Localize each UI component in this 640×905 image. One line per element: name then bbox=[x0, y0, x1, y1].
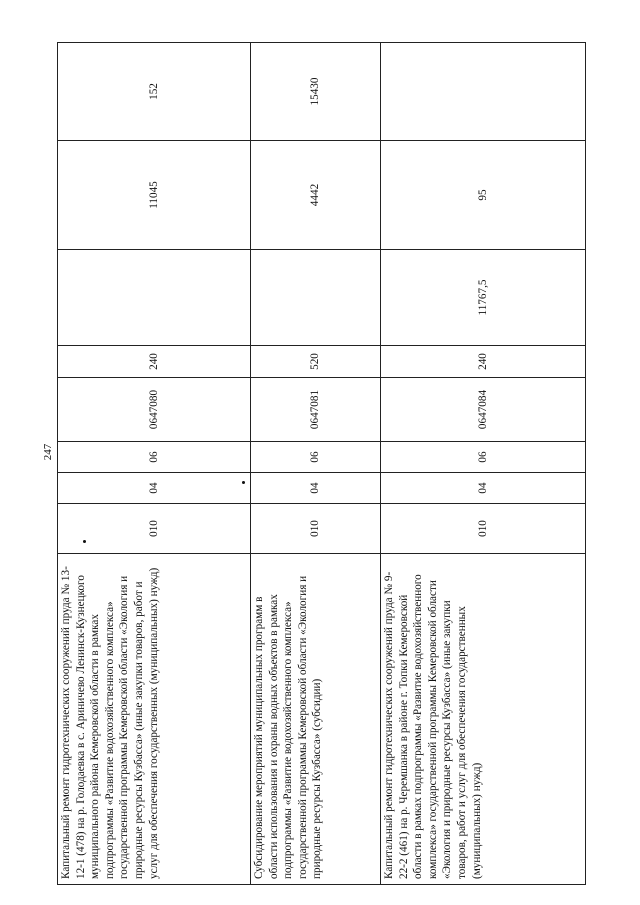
subsection-code: 06 bbox=[58, 442, 251, 473]
ministry-code: 010 bbox=[251, 504, 381, 554]
table-row bbox=[381, 43, 586, 885]
section-code: 04 bbox=[58, 473, 251, 504]
subsection-code: 06 bbox=[381, 442, 586, 473]
amount-col-3 bbox=[381, 43, 586, 141]
expense-type-code: 240 bbox=[58, 346, 251, 378]
expense-type-code: 240 bbox=[381, 346, 586, 378]
rotated-table-wrapper bbox=[57, 43, 585, 885]
table-row bbox=[251, 43, 381, 885]
ministry-code: 010 bbox=[58, 504, 251, 554]
row-description: Капитальный ремонт гидротехнических сооружений пруда № 9-22-2 (461) на р. Черемшанка в районе г. Топки Кемеровской области в рамках подпрограммы «Развитие водохозяйственного комплекса» государственной программы Кемеровской области «Экология и природные ресурсы Кузбасса» (иные закупки товаров, работ и услуг для обеспечения государственных (муниципальных) нужд) bbox=[381, 554, 586, 885]
table-row bbox=[58, 43, 251, 885]
row-description: Субсидирование мероприятий муниципальных программ в области использования и охраны водных объектов в рамках подпрограммы «Развитие водохозяйственного комплекса» государственной программы Кемеровской области «Экология и природные ресурсы Кузбасса» (субсидии) bbox=[251, 554, 381, 885]
amount-col-3: 152 bbox=[58, 43, 251, 141]
amount-col-2: 11045 bbox=[58, 141, 251, 250]
subsection-code: 06 bbox=[251, 442, 381, 473]
page-number: 247 bbox=[42, 443, 54, 461]
amount-col-1: 11767,5 bbox=[381, 250, 586, 346]
amount-col-1 bbox=[251, 250, 381, 346]
section-code: 04 bbox=[251, 473, 381, 504]
target-article-code: 0647081 bbox=[251, 378, 381, 442]
amount-col-2: 4442 bbox=[251, 141, 381, 250]
target-article-code: 0647084 bbox=[381, 378, 586, 442]
expense-type-code: 520 bbox=[251, 346, 381, 378]
section-code: 04 bbox=[381, 473, 586, 504]
amount-col-3: 15430 bbox=[251, 43, 381, 141]
scan-speck bbox=[242, 481, 245, 484]
budget-table bbox=[57, 42, 586, 885]
target-article-code: 0647080 bbox=[58, 378, 251, 442]
ministry-code: 010 bbox=[381, 504, 586, 554]
amount-col-2: 95 bbox=[381, 141, 586, 250]
scan-speck bbox=[83, 540, 86, 543]
amount-col-1 bbox=[58, 250, 251, 346]
row-description: Капитальный ремонт гидротехнических сооружений пруда № 13-12-1 (478) на р. Голодаевка в с. Ариничево Ленинск-Кузнецкого муниципального района Кемеровской области в рамках подпрограммы «Развитие водохозяйственного комплекса» государственной программы Кемеровской области «Экология и природные ресурсы Кузбасса» (иные закупки товаров, работ и услуг для обеспечения государственных (муниципальных) нужд) bbox=[58, 554, 251, 885]
